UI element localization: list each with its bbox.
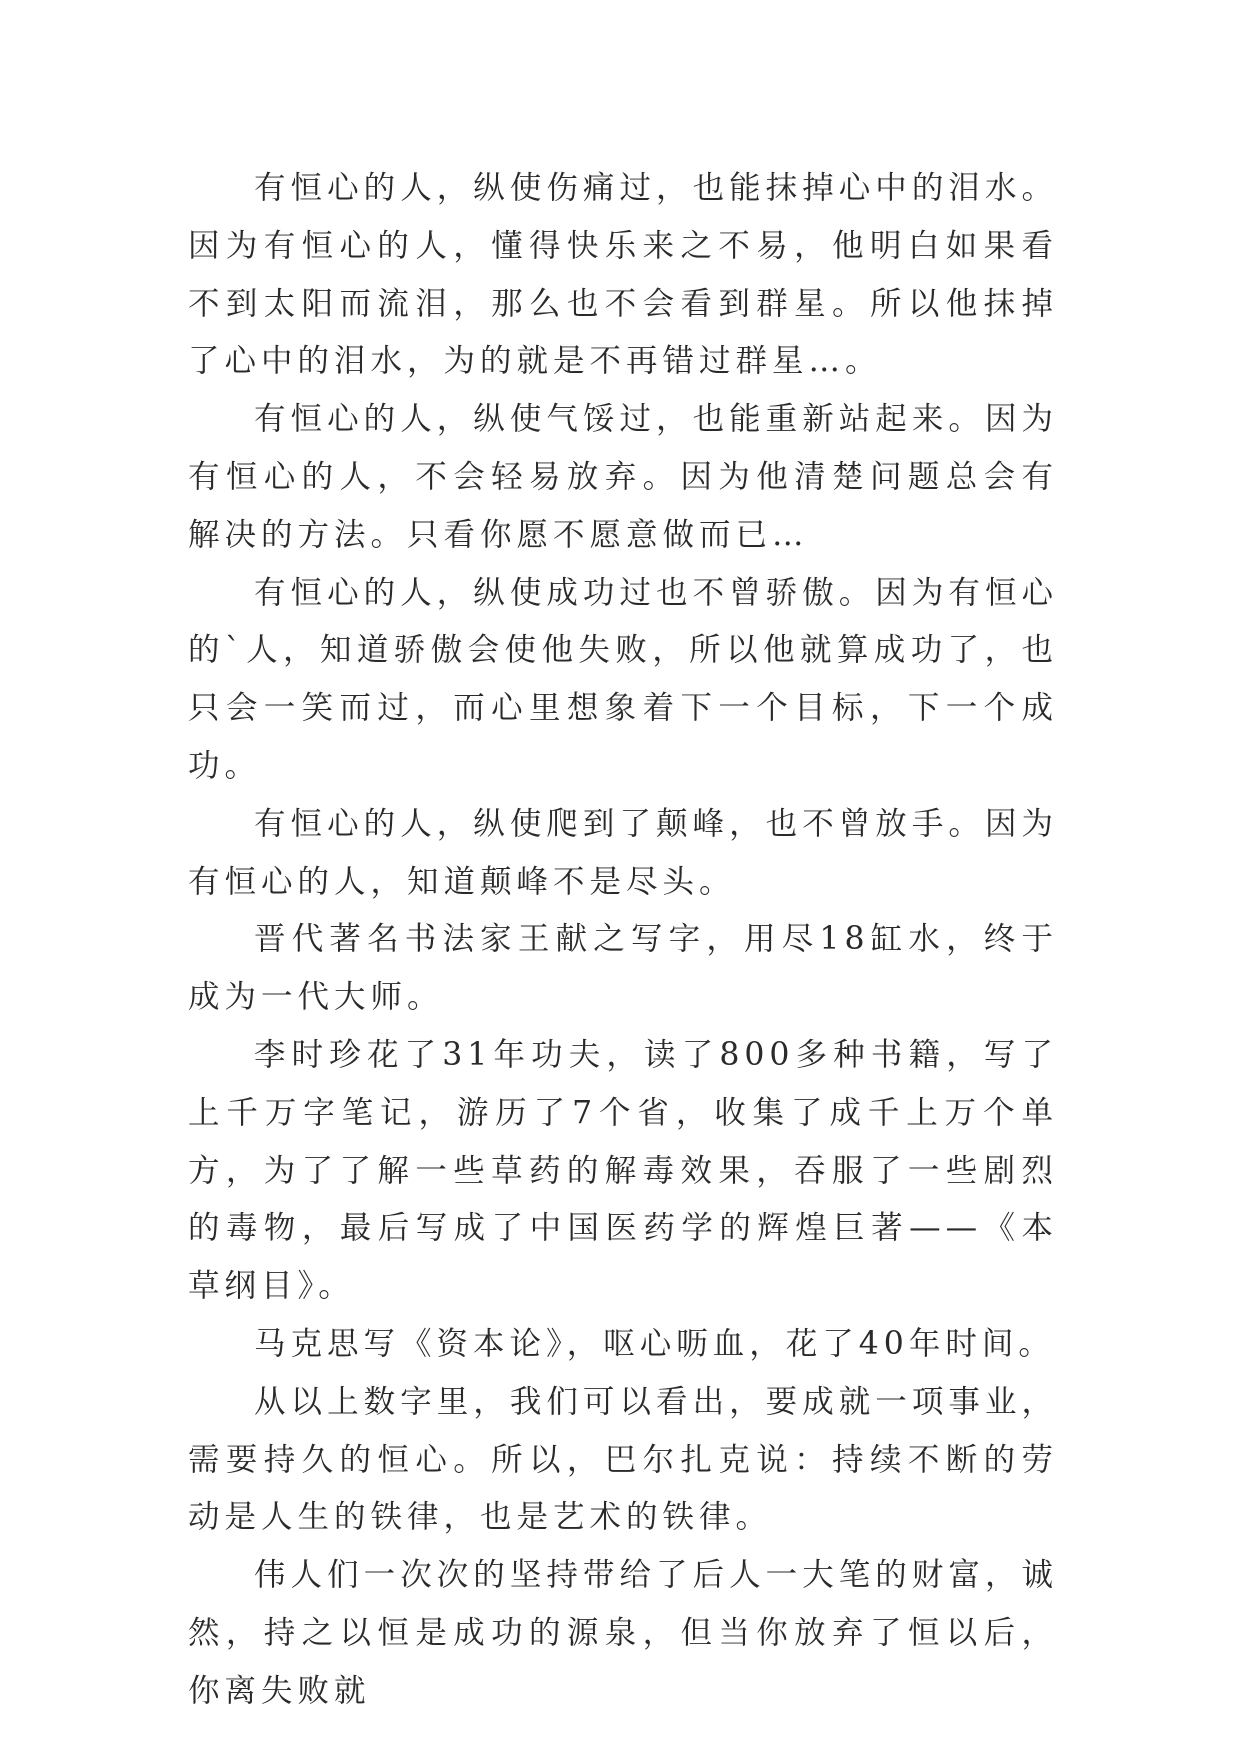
paragraph: 李时珍花了31年功夫，读了800多种书籍，写了上千万字笔记，游历了7个省，收集了成千上万个单方，为了了解一些草药的解毒效果，吞服了一些剧烈的毒物，最后写成了中国医药学的辉煌巨著——《本草纲目》。 <box>188 1036 1058 1305</box>
paragraph: 马克思写《资本论》，呕心呖血，花了40年时间。 <box>254 1325 1055 1362</box>
paragraph: 有恒心的人，纵使爬到了颠峰，也不曾放手。因为有恒心的人，知道颠峰不是尽头。 <box>188 805 1058 900</box>
paragraph: 晋代著名书法家王献之写字，用尽18缸水，终于成为一代大师。 <box>188 921 1058 1016</box>
paragraph: 有恒心的人，纵使气馁过，也能重新站起来。因为有恒心的人，不会轻易放弃。因为他清楚问题总会有解决的方法。只看你愿不愿意做而已… <box>188 401 1058 553</box>
paragraph: 有恒心的人，纵使成功过也不曾骄傲。因为有恒心的`人，知道骄傲会使他失败，所以他就算成功了，也只会一笑而过，而心里想象着下一个目标，下一个成功。 <box>188 574 1058 784</box>
paragraph: 从以上数字里，我们可以看出，要成就一项事业，需要持久的恒心。所以，巴尔扎克说：持续不断的劳动是人生的铁律，也是艺术的铁律。 <box>188 1383 1058 1536</box>
paragraph: 伟人们一次次的坚持带给了后人一大笔的财富，诚然，持之以恒是成功的源泉，但当你放弃了恒以后，你离失败就 <box>188 1557 1058 1709</box>
paragraph: 有恒心的人，纵使伤痛过，也能抹掉心中的泪水。因为有恒心的人，懂得快乐来之不易，他明白如果看不到太阳而流泪，那么也不会看到群星。所以他抹掉了心中的泪水，为的就是不再错过群星…。 <box>188 170 1058 380</box>
document-body <box>188 160 1058 1721</box>
